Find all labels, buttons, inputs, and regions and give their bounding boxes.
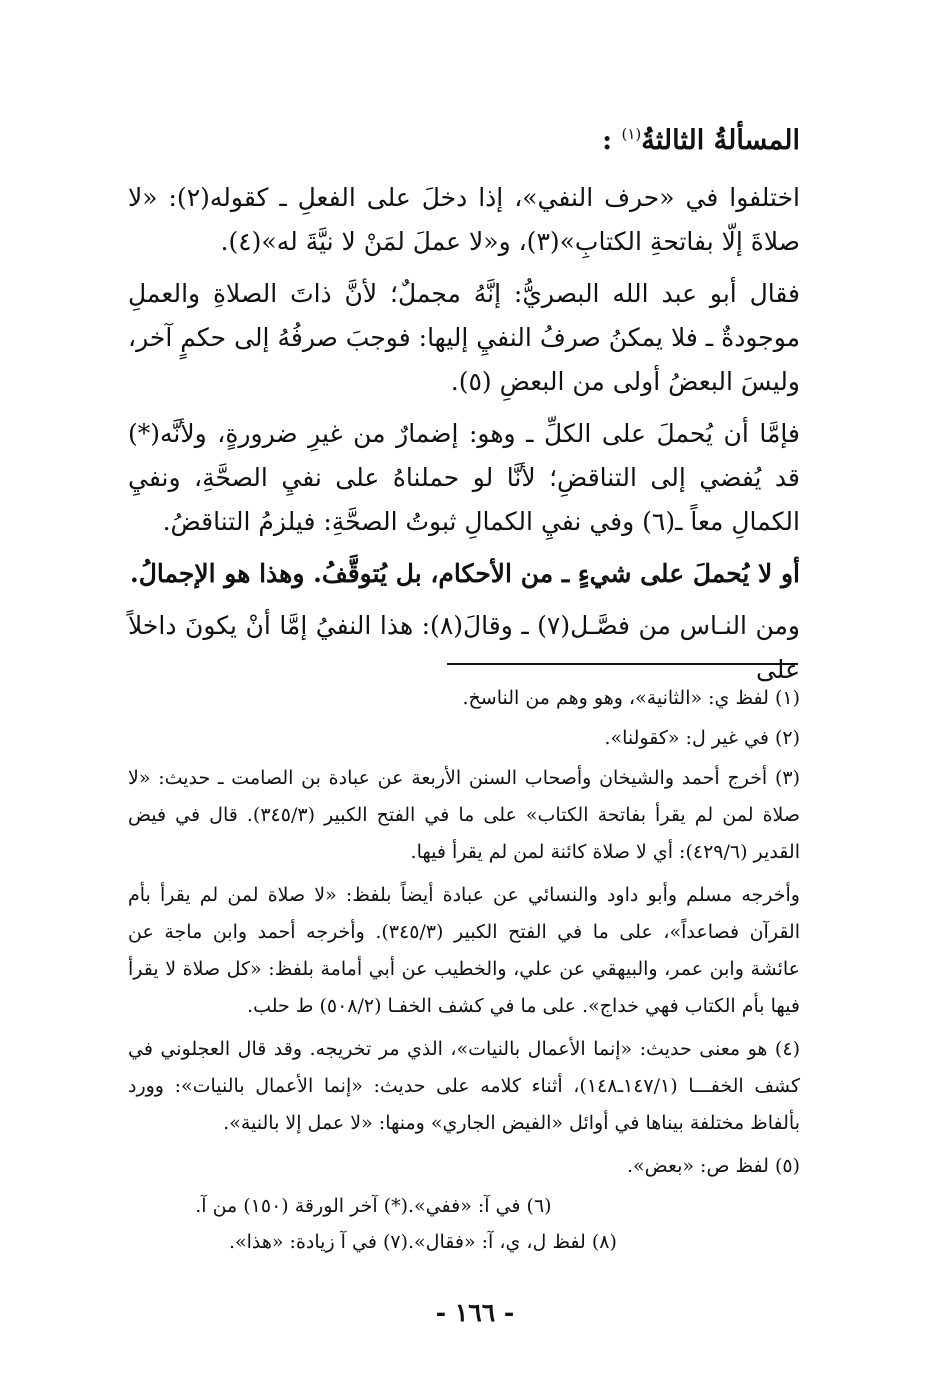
footnote-row bbox=[128, 1224, 800, 1260]
heading-text: المسألةُ الثالثةُ bbox=[641, 125, 800, 156]
footnote-2: (٢) في غير ل: «كقولنا». bbox=[604, 727, 800, 749]
footnote-7: (٧) في آ زيادة: «هذا». bbox=[228, 1231, 408, 1253]
footnote-3-continued: وأخرجه مسلم وأبو داود والنسائي عن عبادة أيضاً بلفظ: «لا صلاة لمن لم يقرأ بأم القرآن فصاعداً»، على ما في الفتح الكبير (٣٤٥/٣). وأخرجه أحمد وابن ماجة عن عائشة وابن عمر، والبيهقي عن علي، والخطيب عن أبي أمامة بلفظ: «كل صلاة لا يقرأ فيها بأم الكتاب فهي خداج». على ما في كشف الخفـا (٥٠٨/٢) ط حلب. bbox=[128, 884, 800, 1017]
footnote-1: (١) لفظ ي: «الثانية»، وهو وهم من الناسخ. bbox=[462, 687, 800, 709]
footnotes bbox=[128, 680, 800, 1260]
footnote-separator bbox=[447, 663, 798, 665]
heading-footnote-ref: (١) bbox=[621, 125, 642, 143]
footnote-star: (*) آخر الورقة (١٥٠) من آ. bbox=[195, 1195, 408, 1217]
footnote-5: (٥) لفظ ص: «بعض». bbox=[627, 1155, 800, 1177]
footnote-6: (٦) في آ: «ففي». bbox=[408, 1195, 552, 1217]
body-paragraph-3: فإمَّا أن يُحملَ على الكلِّ ـ وهو: إضمارٌ من غيرِ ضرورةٍ، ولأنَّه(*) قد يُفضي إلى التناقضِ؛ لأنَّا لو حملناهُ على نفيِ الصحَّةِ، ونفيِ الكمالِ معاً ـ(٦) وفي نفيِ الكمالِ ثبوتُ الصحَّةِ: فيلزمُ التناقضُ. bbox=[128, 419, 800, 536]
footnote-4: (٤) هو معنى حديث: «إنما الأعمال بالنيات»، الذي مر تخريجه. وقد قال العجلوني في كشف الخفـــا (١٤٧/١ـ١٤٨)، أثناء كلامه على حديث: «إنما الأعمال بالنيات»: وورد بألفاظ مختلفة بيناها في أوائل «الفيض الجاري» ومنها: «لا عمل إلا بالنية». bbox=[128, 1038, 800, 1134]
page-number: - ١٦٦ - bbox=[435, 1298, 515, 1327]
body-paragraph-4: أو لا يُحملَ على شيءٍ ـ من الأحكام، بل يُتوقَّفُ. وهذا هو الإجمالُ. bbox=[129, 559, 800, 588]
heading-colon: : bbox=[602, 125, 613, 156]
body-paragraph-1: اختلفوا في «حرف النفي»، إذا دخلَ على الفعلِ ـ كقوله(٢): «لا صلاةَ إلّا بفاتحةِ الكتابِ»(٣)، و«لا عملَ لمَنْ لا نيَّةَ له»(٤). bbox=[128, 183, 800, 256]
footnote-8: (٨) لفظ ل، ي، آ: «فقال». bbox=[408, 1231, 617, 1253]
body-paragraph-5: ومن النـاس من فصَّـل(٧) ـ وقالَ(٨): هذا النفيُ إمَّا أنْ يكونَ داخلاً على bbox=[128, 611, 801, 684]
section-heading bbox=[140, 125, 800, 156]
footnote-3: (٣) أخرج أحمد والشيخان وأصحاب السنن الأربعة عن عبادة بن الصامت ـ حديث: «لا صلاة لمن لم يقرأ بفاتحة الكتاب» على ما في الفتح الكبير (٣٤٥/٣). قال في فيض القدير (٤٢٩/٦): أي لا صلاة كائنة لمن لم يقرأ فيها. bbox=[128, 767, 800, 863]
footnote-row bbox=[128, 1188, 800, 1224]
main-text bbox=[128, 176, 800, 700]
body-paragraph-2: فقال أبو عبد الله البصريُّ: إنَّهُ مجملٌ؛ لأنَّ ذاتَ الصلاةِ والعملِ موجودةٌ ـ فلا يمكنُ صرفُ النفيِ إليها: فوجبَ صرفُهُ إلى حكمٍ آخر، وليسَ البعضُ أولى من البعضِ (٥). bbox=[128, 279, 800, 396]
